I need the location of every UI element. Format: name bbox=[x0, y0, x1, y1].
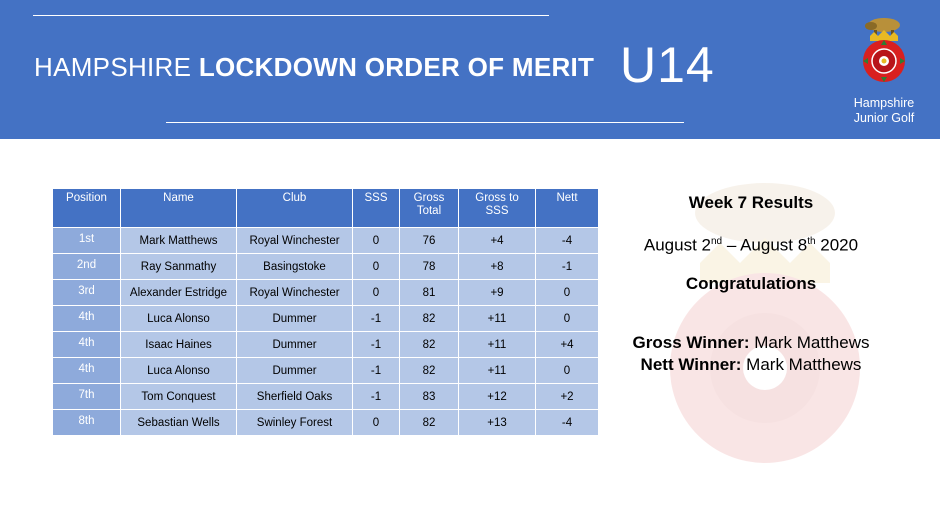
nett-winner-label: Nett Winner: bbox=[640, 355, 742, 374]
table-header-row bbox=[53, 189, 599, 228]
cell-to-sss: +11 bbox=[459, 306, 536, 332]
col-header-gross-total bbox=[400, 189, 459, 228]
cell-club: Sherfield Oaks bbox=[237, 384, 353, 410]
cell-sss: 0 bbox=[353, 410, 400, 436]
cell-nett: 0 bbox=[536, 358, 599, 384]
cell-sss: -1 bbox=[353, 358, 400, 384]
cell-club: Basingstoke bbox=[237, 254, 353, 280]
date-separator: – bbox=[722, 235, 741, 255]
cell-gross: 83 bbox=[400, 384, 459, 410]
cell-nett: 0 bbox=[536, 306, 599, 332]
cell-name: Luca Alonso bbox=[121, 306, 237, 332]
nett-winner bbox=[616, 354, 886, 376]
cell-nett: -4 bbox=[536, 228, 599, 254]
cell-sss: -1 bbox=[353, 384, 400, 410]
cell-sss: 0 bbox=[353, 228, 400, 254]
cell-name: Sebastian Wells bbox=[121, 410, 237, 436]
cell-position: 8th bbox=[53, 410, 121, 436]
cell-position: 2nd bbox=[53, 254, 121, 280]
cell-name: Mark Matthews bbox=[121, 228, 237, 254]
cell-nett: +4 bbox=[536, 332, 599, 358]
cell-gross: 78 bbox=[400, 254, 459, 280]
results-table bbox=[52, 188, 599, 436]
col-header-gross-to-sss bbox=[459, 189, 536, 228]
cell-gross: 76 bbox=[400, 228, 459, 254]
table-row bbox=[53, 228, 599, 254]
title-light: HAMPSHIRE bbox=[34, 52, 192, 82]
cell-gross: 82 bbox=[400, 410, 459, 436]
cell-nett: -1 bbox=[536, 254, 599, 280]
cell-to-sss: +4 bbox=[459, 228, 536, 254]
date-start: August 2 bbox=[643, 235, 711, 255]
cell-club: Dummer bbox=[237, 358, 353, 384]
cell-sss: 0 bbox=[353, 254, 400, 280]
week-heading: Week 7 Results bbox=[688, 193, 814, 212]
cell-position: 4th bbox=[53, 332, 121, 358]
date-start-suffix: nd bbox=[711, 236, 723, 247]
divider-top bbox=[33, 15, 549, 16]
table-row bbox=[53, 358, 599, 384]
divider-bottom bbox=[166, 122, 684, 123]
logo-text bbox=[838, 96, 930, 126]
cell-position: 4th bbox=[53, 358, 121, 384]
col-header-gross-total-line2: Total bbox=[416, 205, 442, 217]
results-summary bbox=[616, 190, 886, 376]
cell-club: Dummer bbox=[237, 306, 353, 332]
gross-winner bbox=[616, 332, 886, 354]
congratulations-heading: Congratulations bbox=[685, 274, 817, 293]
page-title bbox=[34, 52, 594, 83]
cell-club: Royal Winchester bbox=[237, 280, 353, 306]
date-end-suffix: th bbox=[807, 236, 816, 247]
col-header-position: Position bbox=[53, 189, 121, 228]
cell-gross: 82 bbox=[400, 306, 459, 332]
logo-line-1: Hampshire bbox=[853, 96, 915, 110]
cell-name: Luca Alonso bbox=[121, 358, 237, 384]
cell-name: Tom Conquest bbox=[121, 384, 237, 410]
cell-to-sss: +11 bbox=[459, 332, 536, 358]
cell-position: 3rd bbox=[53, 280, 121, 306]
cell-name: Ray Sanmathy bbox=[121, 254, 237, 280]
cell-position: 1st bbox=[53, 228, 121, 254]
col-header-nett: Nett bbox=[536, 189, 599, 228]
cell-nett: 0 bbox=[536, 280, 599, 306]
cell-gross: 82 bbox=[400, 358, 459, 384]
table-body bbox=[53, 228, 599, 436]
cell-to-sss: +8 bbox=[459, 254, 536, 280]
cell-sss: 0 bbox=[353, 280, 400, 306]
gross-winner-name: Mark Matthews bbox=[749, 333, 870, 352]
table-row bbox=[53, 410, 599, 436]
col-header-club: Club bbox=[237, 189, 353, 228]
table-row bbox=[53, 384, 599, 410]
header-banner bbox=[0, 0, 940, 139]
date-year: 2020 bbox=[815, 235, 859, 255]
col-header-gross-to-sss-line1: Gross to bbox=[475, 192, 519, 204]
cell-to-sss: +13 bbox=[459, 410, 536, 436]
cell-to-sss: +12 bbox=[459, 384, 536, 410]
cell-club: Swinley Forest bbox=[237, 410, 353, 436]
cell-name: Alexander Estridge bbox=[121, 280, 237, 306]
date-end: August 8 bbox=[740, 235, 808, 255]
cell-name: Isaac Haines bbox=[121, 332, 237, 358]
cell-to-sss: +9 bbox=[459, 280, 536, 306]
cell-gross: 81 bbox=[400, 280, 459, 306]
col-header-gross-to-sss-line2: SSS bbox=[485, 205, 509, 217]
table-row bbox=[53, 254, 599, 280]
col-header-sss: SSS bbox=[353, 189, 400, 228]
cell-sss: -1 bbox=[353, 332, 400, 358]
logo-line-2: Junior Golf bbox=[853, 111, 915, 125]
cell-club: Dummer bbox=[237, 332, 353, 358]
cell-sss: -1 bbox=[353, 306, 400, 332]
cell-position: 7th bbox=[53, 384, 121, 410]
date-range bbox=[616, 230, 886, 254]
cell-nett: +2 bbox=[536, 384, 599, 410]
col-header-name: Name bbox=[121, 189, 237, 228]
cell-to-sss: +11 bbox=[459, 358, 536, 384]
col-header-gross-total-line1: Gross bbox=[413, 192, 445, 204]
cell-position: 4th bbox=[53, 306, 121, 332]
cell-club: Royal Winchester bbox=[237, 228, 353, 254]
table-row bbox=[53, 280, 599, 306]
table-row bbox=[53, 306, 599, 332]
nett-winner-name: Mark Matthews bbox=[741, 355, 862, 374]
age-group-label: U14 bbox=[620, 37, 715, 93]
cell-nett: -4 bbox=[536, 410, 599, 436]
table-row bbox=[53, 332, 599, 358]
gross-winner-label: Gross Winner: bbox=[632, 333, 750, 352]
title-bold: LOCKDOWN ORDER OF MERIT bbox=[198, 52, 595, 82]
cell-gross: 82 bbox=[400, 332, 459, 358]
